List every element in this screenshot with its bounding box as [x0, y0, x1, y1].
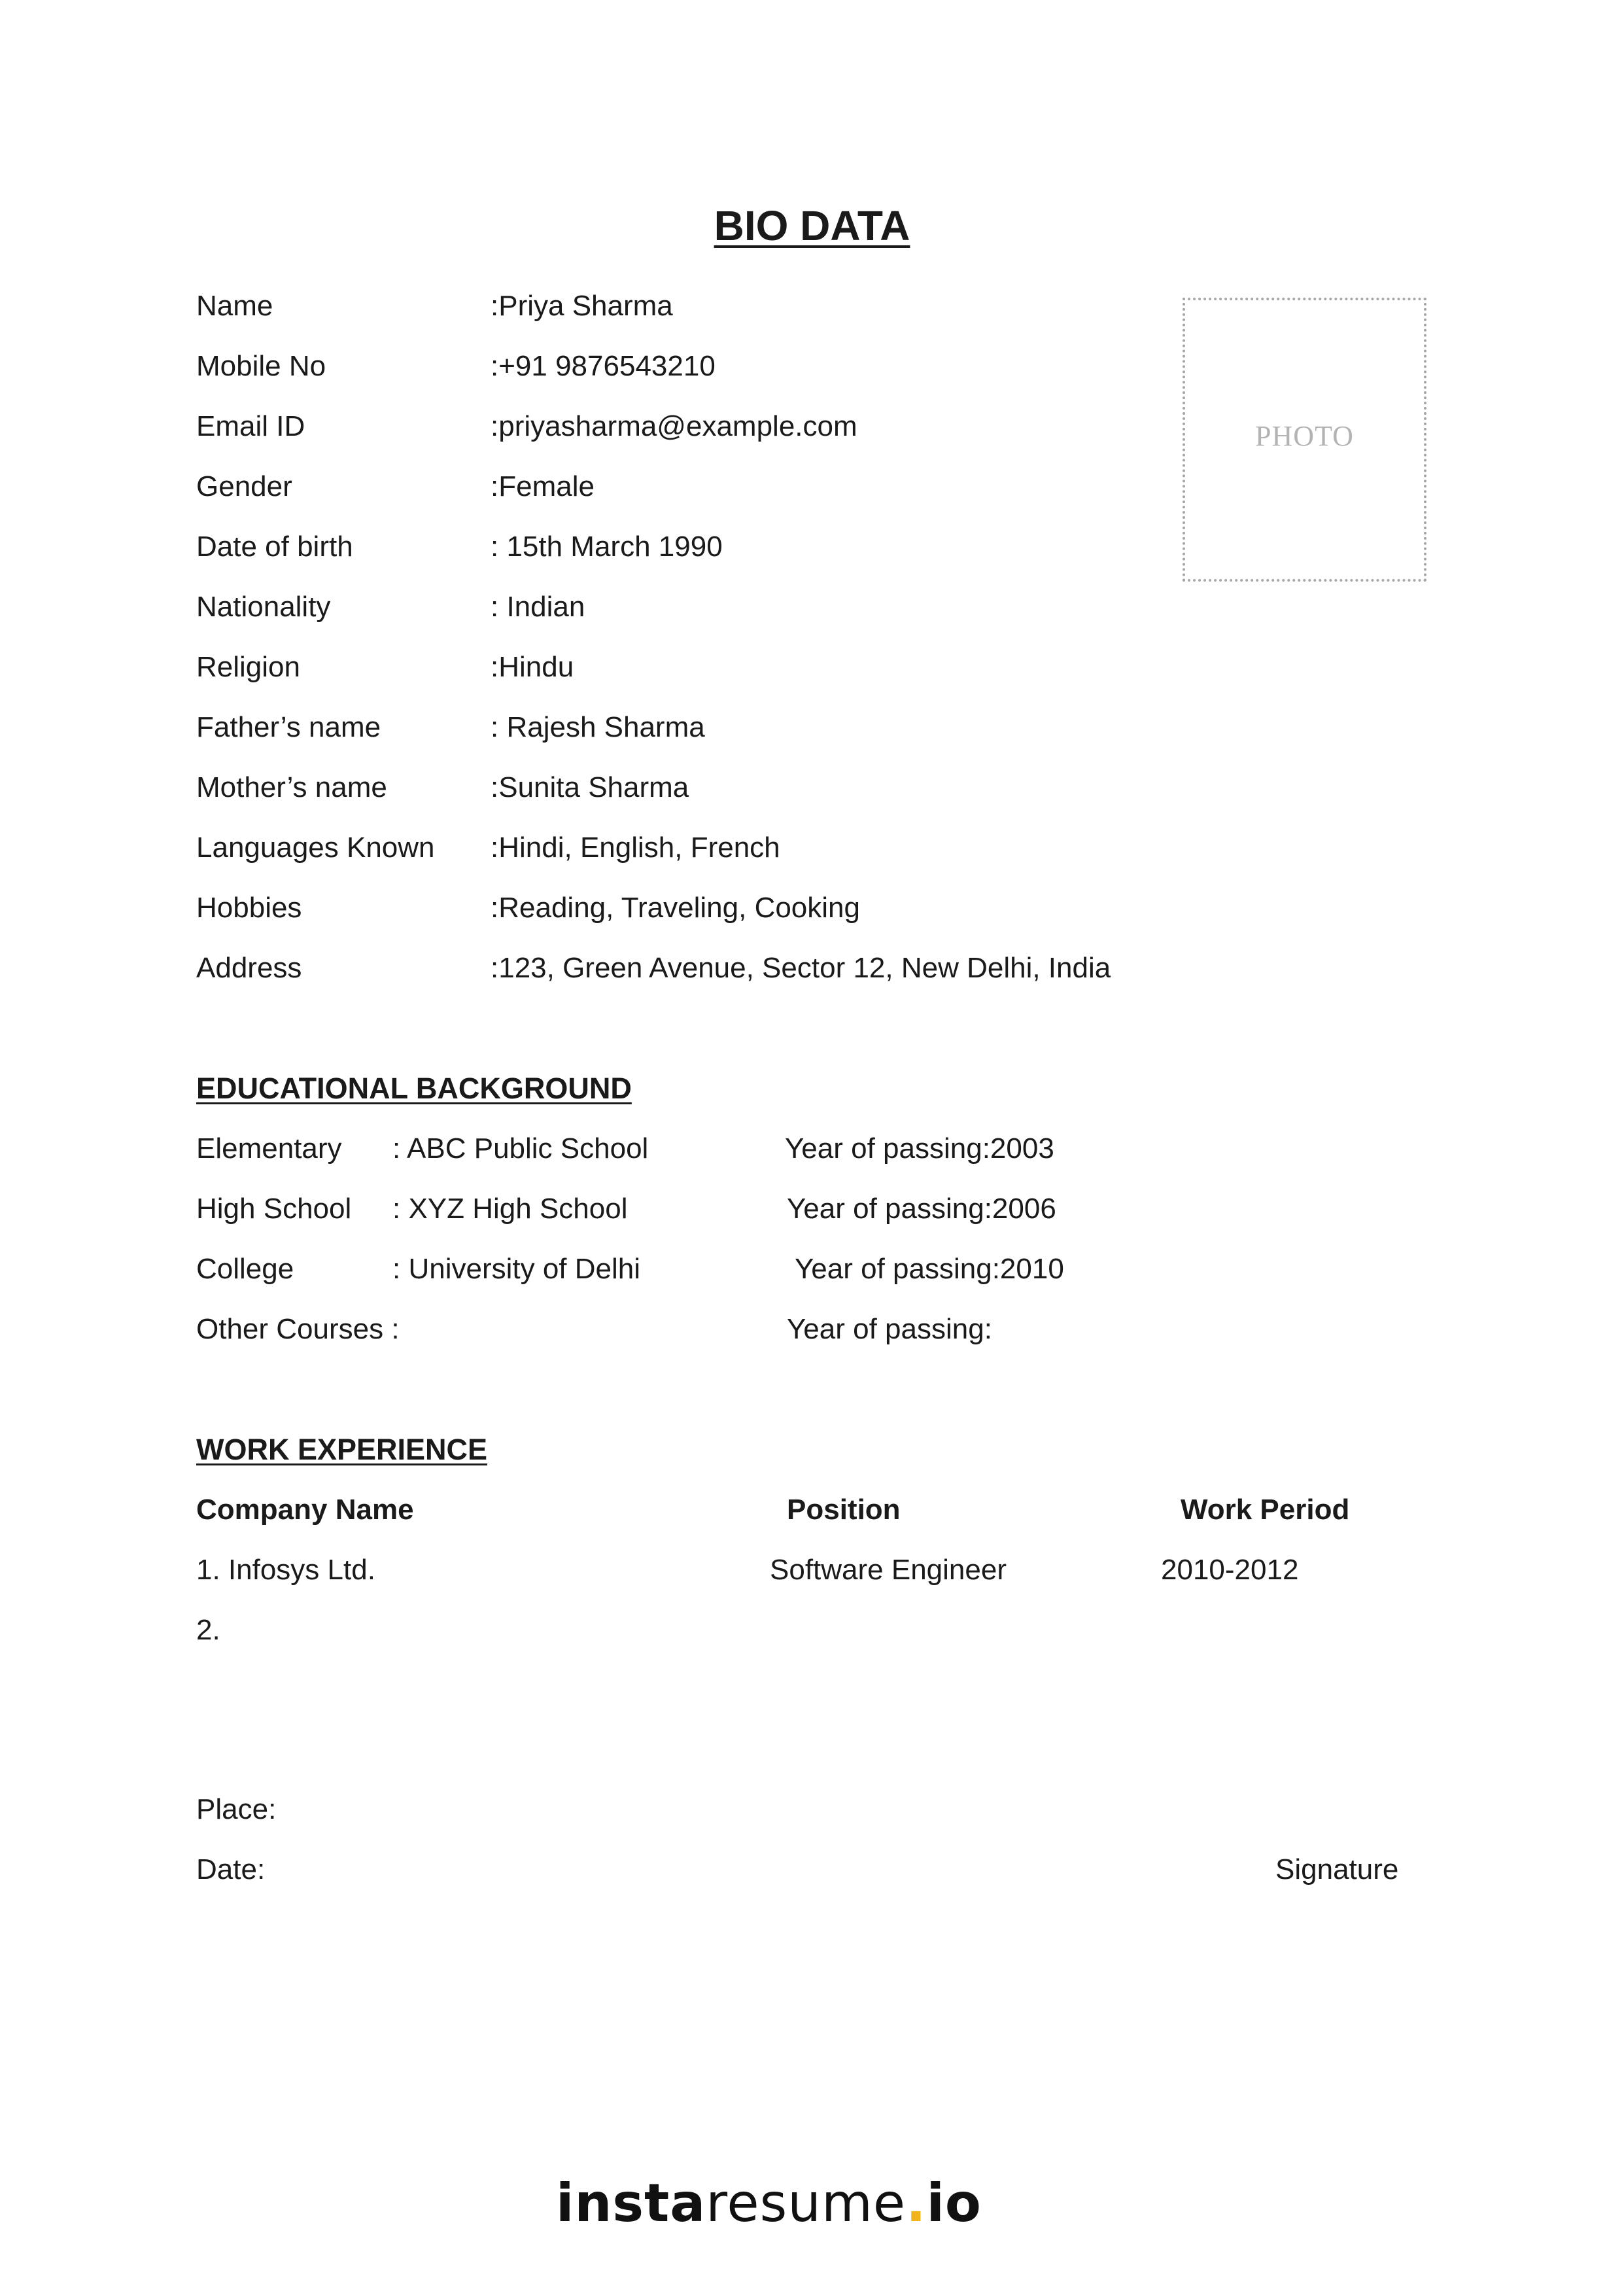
edu-institution-highschool: : XYZ High School	[392, 1193, 628, 1225]
education-heading: EDUCATIONAL BACKGROUND	[196, 1072, 632, 1105]
label-religion: Religion	[196, 651, 300, 683]
date-label: Date:	[196, 1853, 266, 1885]
value-languages: :Hindi, English, French	[491, 832, 780, 864]
value-religion: :Hindu	[491, 651, 574, 683]
place-label: Place:	[196, 1793, 277, 1825]
value-gender: :Female	[491, 470, 595, 502]
label-mother: Mother’s name	[196, 771, 387, 803]
work-col-period: Work Period	[1181, 1494, 1350, 1526]
label-email: Email ID	[196, 410, 305, 442]
value-name: :Priya Sharma	[491, 290, 673, 322]
value-mobile: :+91 9876543210	[491, 350, 716, 382]
edu-year-elementary: Year of passing:2003	[785, 1132, 1054, 1165]
label-dob: Date of birth	[196, 531, 353, 563]
value-dob: : 15th March 1990	[491, 531, 723, 563]
edu-level-highschool: High School	[196, 1193, 352, 1225]
work-col-position: Position	[787, 1494, 901, 1526]
edu-institution-elementary: : ABC Public School	[392, 1132, 649, 1165]
brand-part-resume: resume	[706, 2173, 907, 2234]
value-nationality: : Indian	[491, 591, 585, 623]
value-mother: :Sunita Sharma	[491, 771, 689, 803]
work-company-2: 2.	[196, 1614, 220, 1646]
label-address: Address	[196, 952, 302, 984]
value-father: : Rajesh Sharma	[491, 711, 705, 743]
work-company-1: 1. Infosys Ltd.	[196, 1554, 375, 1586]
edu-year-college: Year of passing:2010	[795, 1253, 1064, 1285]
photo-placeholder	[1183, 298, 1426, 582]
label-nationality: Nationality	[196, 591, 331, 623]
edu-year-highschool: Year of passing:2006	[787, 1193, 1056, 1225]
edu-year-other: Year of passing:	[787, 1313, 992, 1345]
work-position-1: Software Engineer	[770, 1554, 1007, 1586]
brand-part-insta: insta	[556, 2173, 706, 2234]
label-languages: Languages Known	[196, 832, 435, 864]
edu-level-college: College	[196, 1253, 294, 1285]
edu-level-elementary: Elementary	[196, 1132, 342, 1165]
edu-institution-college: : University of Delhi	[392, 1253, 641, 1285]
value-address: :123, Green Avenue, Sector 12, New Delhi, India	[491, 952, 1111, 984]
label-hobbies: Hobbies	[196, 892, 302, 924]
edu-level-other: Other Courses :	[196, 1313, 400, 1345]
work-period-1: 2010-2012	[1161, 1554, 1299, 1586]
label-mobile: Mobile No	[196, 350, 326, 382]
page-title: BIO DATA	[714, 202, 910, 249]
brand-part-io: io	[926, 2173, 982, 2234]
value-hobbies: :Reading, Traveling, Cooking	[491, 892, 860, 924]
label-name: Name	[196, 290, 273, 322]
label-gender: Gender	[196, 470, 292, 502]
brand-dot: .	[906, 2173, 927, 2234]
photo-label: PHOTO	[1255, 420, 1354, 452]
work-heading: WORK EXPERIENCE	[196, 1433, 488, 1466]
signature-label: Signature	[1275, 1853, 1399, 1885]
brand-logo	[556, 2171, 982, 2236]
work-col-company: Company Name	[196, 1494, 414, 1526]
label-father: Father’s name	[196, 711, 381, 743]
value-email: :priyasharma@example.com	[491, 410, 857, 442]
